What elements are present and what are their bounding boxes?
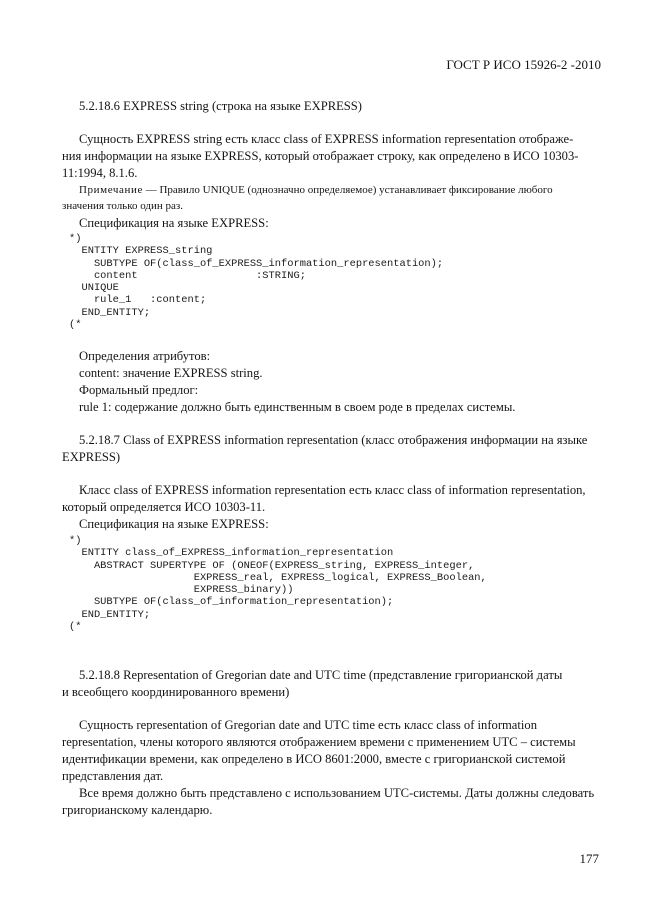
formal-proposition-label: Формальный предлог: — [79, 383, 199, 397]
note-line: значения только один раз. — [62, 200, 184, 212]
paragraph-line: который определяется ИСО 10303-11. — [62, 500, 266, 514]
paragraph-line: григорианскому календарю. — [62, 803, 213, 817]
paragraph-line: Все время должно быть представлено с использованием UTC-системы. Даты должны следовать — [79, 786, 595, 800]
section-heading-5-2-18-6: 5.2.18.6 EXPRESS string (строка на языке EXPRESS) — [79, 99, 362, 113]
express-code-block: *) ENTITY EXPRESS_string SUBTYPE OF(class_of_EXPRESS_information_representation); content :STRING; UNIQUE rule_1 :content; END_ENTITY; (* — [69, 233, 444, 332]
paragraph-line: 11:1994, 8.1.6. — [62, 166, 138, 180]
paragraph-line: Класс class of EXPRESS information representation есть класс class of information representation, — [79, 483, 586, 497]
spec-label: Спецификация на языке EXPRESS: — [79, 517, 269, 531]
express-code-block: *) ENTITY class_of_EXPRESS_information_representation ABSTRACT SUPERTYPE OF (ONEOF(EXPRESS_string, EXPRESS_integer, EXPRESS_real, EXPRESS_logical, EXPRESS_Boolean, EXPRESS_binary)) SUBTYPE OF(class_of_information_representation); END_ENTITY; (* — [69, 535, 487, 634]
note-line — [79, 182, 553, 199]
rule-text: rule 1: содержание должно быть единственным в своем роде в пределах системы. — [79, 400, 516, 414]
section-heading-5-2-18-8-cont: и всеобщего координированного времени) — [62, 685, 290, 699]
paragraph-line: представления дат. — [62, 769, 164, 783]
paragraph-line: representation, члены которого являются отображением времени с применением UTC – системы — [62, 735, 576, 749]
note-label: Примечание — [79, 184, 143, 196]
section-heading-5-2-18-7: 5.2.18.7 Class of EXPRESS information representation (класс отображения информации на языке — [79, 433, 588, 447]
section-heading-5-2-18-8: 5.2.18.8 Representation of Gregorian date and UTC time (представление григорианской даты — [79, 668, 563, 682]
paragraph-line: Сущность EXPRESS string есть класс class of EXPRESS information representation отображе- — [79, 132, 574, 146]
paragraph-line: идентификации времени, как определено в ИСО 8601:2000, вместе с григорианской системой — [62, 752, 566, 766]
paragraph-line: Сущность representation of Gregorian date and UTC time есть класс class of information — [79, 718, 537, 732]
page-number: 177 — [579, 851, 599, 866]
attribute-content: content: значение EXPRESS string. — [79, 366, 263, 380]
note-text: — Правило UNIQUE (однозначно определяемое) устанавливает фиксирование любого — [142, 184, 553, 196]
spec-label: Спецификация на языке EXPRESS: — [79, 216, 269, 230]
document-header: ГОСТ Р ИСО 15926-2 -2010 — [446, 57, 601, 72]
section-heading-5-2-18-7-cont: EXPRESS) — [62, 450, 121, 464]
attributes-label: Определения атрибутов: — [79, 349, 211, 363]
paragraph-line: ния информации на языке EXPRESS, который отображает строку, как определено в ИСО 10303- — [62, 149, 579, 163]
